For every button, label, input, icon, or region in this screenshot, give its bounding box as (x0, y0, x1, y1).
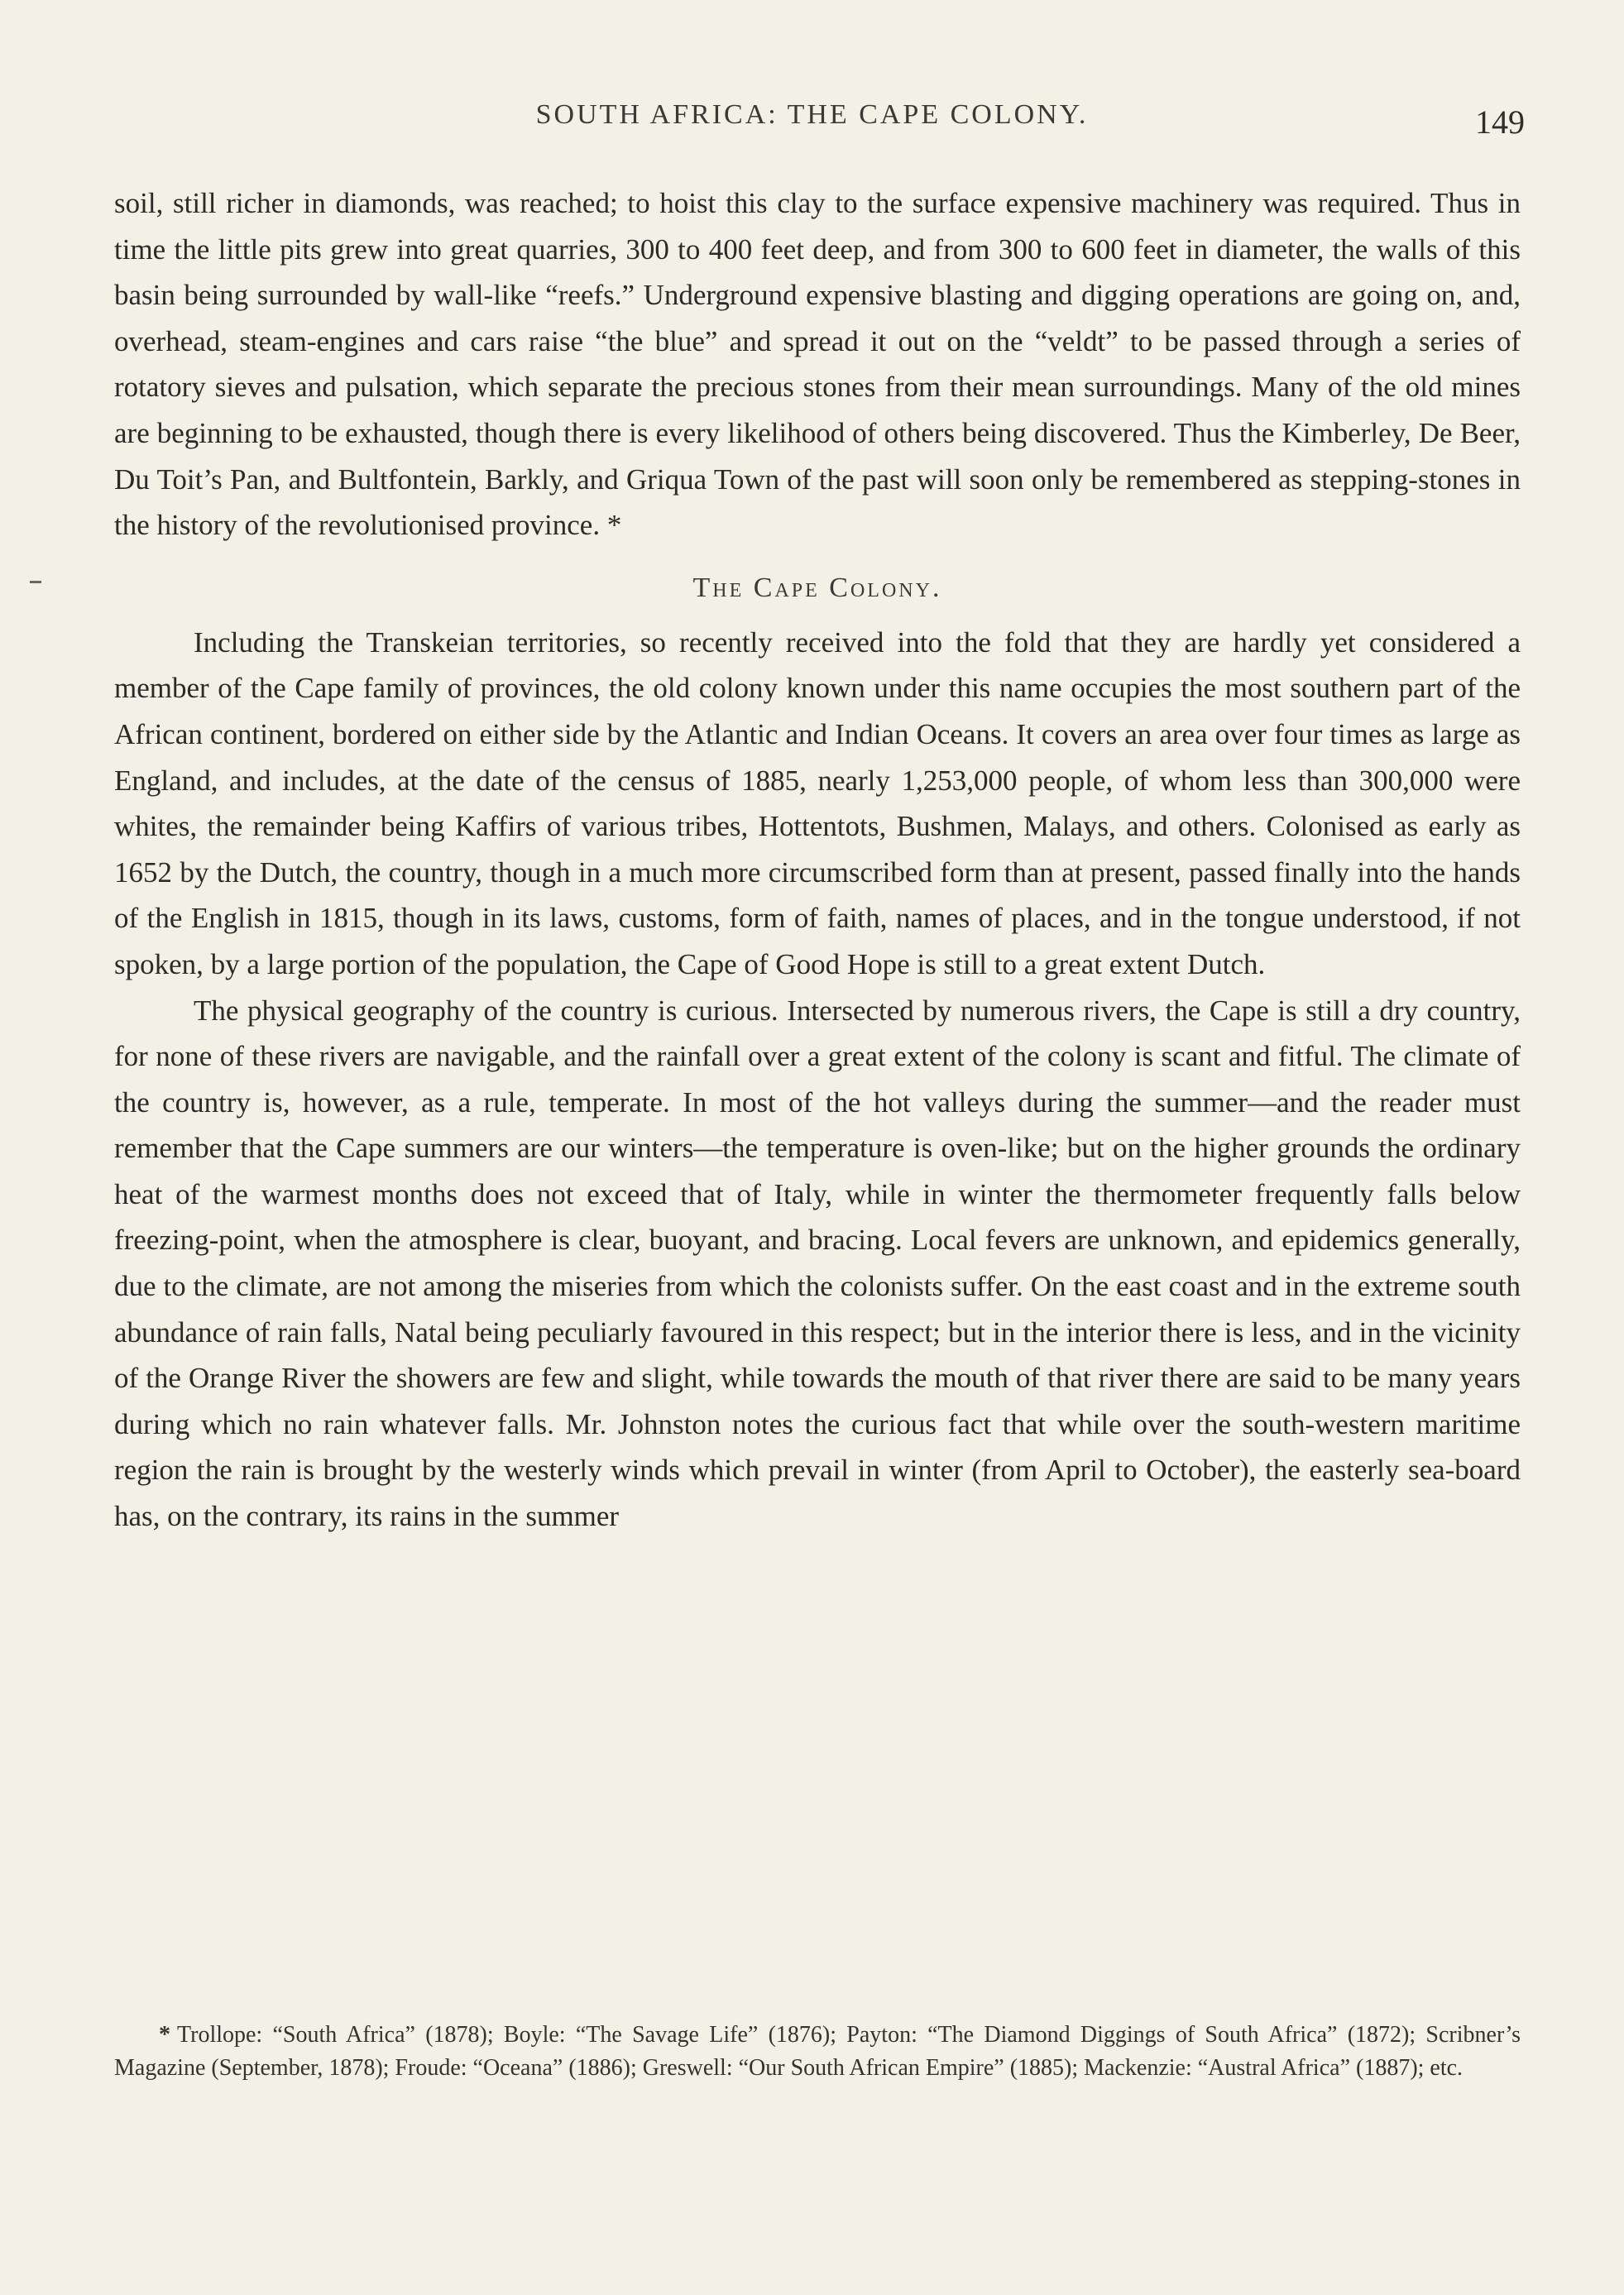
main-text (114, 180, 1521, 1540)
paragraph-physical-geography: The physical geography of the country is curious. Intersected by numerous rivers, the Cape is still a dry country, for none of these rivers are navigable, and the rainfall over a great extent of the colony is scant and fitful. The climate of the country is, however, as a rule, temperate. In most of the hot valleys during the summer—and the reader must remember that the Cape summers are our winters—the temperature is oven-like; but on the higher grounds the ordinary heat of the warmest months does not exceed that of Italy, while in winter the thermometer frequently falls below freezing-point, when the atmosphere is clear, buoyant, and bracing. Local fevers are unknown, and epidemics generally, due to the climate, are not among the miseries from which the colonists suffer. On the east coast and in the extreme south abundance of rain falls, Natal being peculiarly favoured in this respect; but in the interior there is less, and in the vicinity of the Orange River the showers are few and slight, while towards the mouth of that river there are said to be many years during which no rain whatever falls. Mr. Johnston notes the curious fact that while over the south-western maritime region the rain is brought by the westerly winds which prevail in winter (from April to October), the easterly sea-board has, on the contrary, its rains in the summer (114, 994, 1521, 1533)
footnote (114, 2019, 1521, 2085)
running-title: SOUTH AFRICA: THE CAPE COLONY. (535, 99, 1089, 130)
footnote-marker: * (159, 2022, 170, 2048)
paragraph-diamond-mines: soil, still richer in diamonds, was reached; to hoist this clay to the surface expensive machinery was required. Thus in time the little pits grew into great quarries, 300 to 400 feet deep, and from 300 to 600 feet in diameter, the walls of this basin being surrounded by wall-like “reefs.” Underground expensive blasting and digging operations are going on, and, overhead, steam-engines and cars raise “the blue” and spread it out on the “veldt” to be passed through a series of rotatory sieves and pulsation, which separate the precious stones from their mean surroundings. Many of the old mines are beginning to be exhausted, though there is every likelihood of others being discovered. Thus the Kimberley, De Beer, Du Toit’s Pan, and Bultfontein, Barkly, and Griqua Town of the past will soon only be remembered as stepping-stones in the history of the revolutionised province. * (114, 187, 1521, 542)
paragraph-cape-colony-overview: Including the Transkeian territories, so recently received into the fold that they are hardly yet considered a member of the Cape family of provinces, the old colony known under this name occupies the most southern part of the African continent, bordered on either side by the Atlantic and Indian Oceans. It covers an area over four times as large as England, and includes, at the date of the census of 1885, nearly 1,253,000 people, of whom less than 300,000 were whites, the remainder being Kaffirs of various tribes, Hottentots, Bushmen, Malays, and others. Colonised as early as 1652 by the Dutch, the country, though in a much more circumscribed form than at present, passed finally into the hands of the English in 1815, though in its laws, customs, form of faith, names of places, and in the tongue understood, if not spoken, by a large portion of the population, the Cape of Good Hope is still to a great extent Dutch. (114, 625, 1521, 980)
margin-mark (30, 581, 41, 583)
footnote-text (114, 2019, 1521, 2085)
footnote-body: Trollope: “South Africa” (1878); Boyle: “The Savage Life” (1876); Payton: “The Diamond Diggings of South Africa” (1872); Scribner’s Magazine (September, 1878); Froude: “Oceana” (1886); Greswell: “Our South African Empire” (1885); Mackenzie: “Austral Africa” (1887); etc. (114, 2022, 1521, 2081)
page-number: 149 (1475, 103, 1525, 141)
section-heading: The Cape Colony. (692, 572, 942, 603)
